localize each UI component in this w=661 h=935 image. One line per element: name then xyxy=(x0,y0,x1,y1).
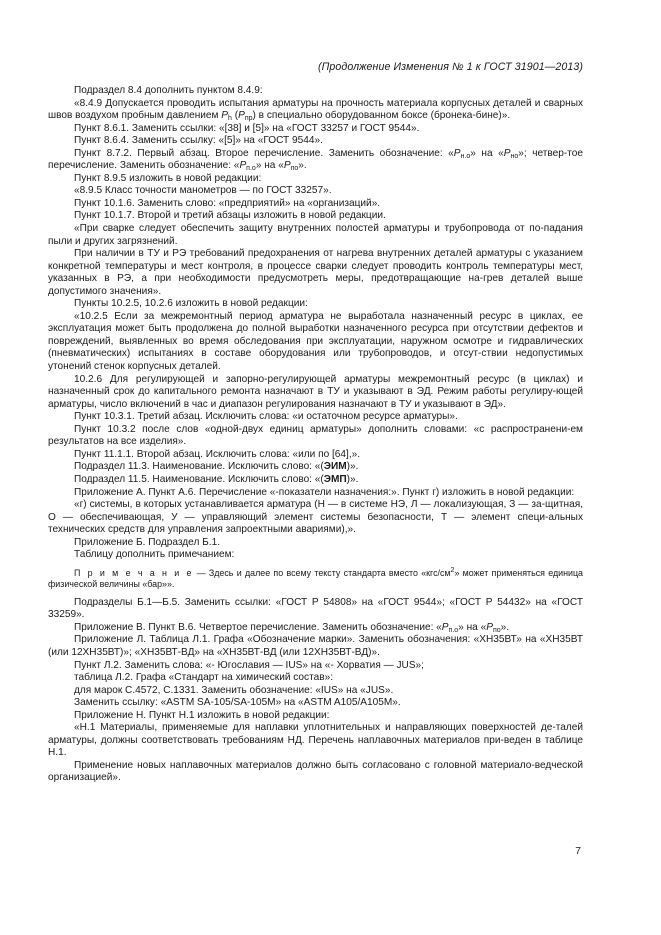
paragraph: Приложение А. Пункт А.6. Перечисление «-показатели назначения:». Пункт г) изложить в новой редакции: xyxy=(74,486,575,498)
paragraph: Подраздел 11.3. Наименование. Исключить слово: «(ЭИМ)». xyxy=(74,461,359,473)
paragraph: Пункт 8.6.4. Заменить ссылку: «[5]» на «ГОСТ 9544». xyxy=(74,135,323,147)
paragraph: Пункт 8.7.2. Первый абзац. Второе перечисление. Заменить обозначение: «$P_{н.о}$» на «$P_{но}$»; четвер-тое перечисление. Заменить обозначение: «$P_{п.о}$» на «$P_{по}$». xyxy=(48,147,583,173)
paragraph: Заменить ссылку: «ASTM SA-105/SA-105M» на «ASTM A105/A105M». xyxy=(74,697,401,709)
paragraph: Пункт Л.2. Заменить слова: «- Югославия — IUS» на «- Хорватия — JUS»; xyxy=(74,659,424,671)
paragraph: для марок С.4572, С.1331. Заменить обозначение: «IUS» на «JUS». xyxy=(74,684,394,696)
paragraph: Подразделы Б.1—Б.5. Заменить ссылки: «ГОСТ Р 54808» на «ГОСТ 9544»; «ГОСТ Р 54432» на «ГОСТ 33259». xyxy=(48,596,583,621)
paragraph: Подраздел 11.5. Наименование. Исключить слово: «(ЭМП)». xyxy=(74,473,359,485)
paragraph: «Н.1 Материалы, применяемые для наплавки уплотнительных и направляющих поверхностей де-талей арматуры, должны соответствовать требованиям НД. Перечень наплавочных материалов при-веден в таблице Н.1. xyxy=(48,722,583,759)
paragraph: Пункт 10.3.2 после слов «одной-двух единиц арматуры» дополнить словами: «с распространени-ем результатов на все изделия». xyxy=(48,423,583,448)
paragraph: Пункты 10.2.5, 10.2.6 изложить в новой редакции: xyxy=(74,298,308,310)
paragraph: Пункт 8.6.1. Заменить ссылки: «[38] и [5]» на «ГОСТ 33257 и ГОСТ 9544». xyxy=(74,122,420,134)
paragraph: Приложение Б. Подраздел Б.1. xyxy=(74,536,221,548)
paragraph: Пункт 11.1.1. Второй абзац. Исключить слова: «или по [64],». xyxy=(74,448,361,460)
paragraph: Пункт 10.1.6. Заменить слово: «предприятий» на «организаций». xyxy=(74,197,381,209)
paragraph: 10.2.6 Для регулирующей и запорно-регулирующей арматуры межремонтный ресурс (в циклах) и назначенный срок до капитального ремонта назначают в ТУ и указывают в ЭД. Режим работы регулиру-ющей арматуры, число включений в час и диапазон регулирования назначают в ТУ и указывают в ЭД». xyxy=(48,373,583,410)
paragraph: Пункт 8.9.5 изложить в новой редакции: xyxy=(74,172,262,184)
page-header: (Продолжение Изменения № 1 к ГОСТ 31901—2013) xyxy=(317,61,583,73)
paragraph: При наличии в ТУ и РЭ требований предохранения от нагрева внутренних деталей арматуры с указанием конкретной температуры и мест контроля, в процессе сварки следует проводить контроль температуры мест, указанных в РЭ, а при необходимости предусмотреть меры, предотвращающие на-грев деталей выше допустимого значения». xyxy=(48,248,583,297)
paragraph: Приложение Н. Пункт Н.1 изложить в новой редакции: xyxy=(74,709,330,721)
paragraph: Таблицу дополнить примечанием: xyxy=(74,549,235,561)
table-note: П р и м е ч а н и е — Здесь и далее по всему тексту стандарта вместо «$кгс/см^2$» может применяться единица физической величины «бар»». xyxy=(48,566,583,590)
paragraph: Применение новых наплавочных материалов должно быть согласовано с головной материало-ведческой организацией». xyxy=(48,759,583,784)
paragraph: Приложение Л. Таблица Л.1. Графа «Обозначение марки». Заменить обозначения: «ХН35ВТ» на «ХН35ВТ (или 12ХН35ВТ)»; «ХН35ВТ-ВД» на «ХН35ВТ-ВД (или 12ХН35ВТ-ВД)». xyxy=(48,634,583,658)
paragraph: «При сварке следует обеспечить защиту внутренних полостей арматуры и трубопровода от по-падания пыли и других загрязнений. xyxy=(48,223,583,247)
page-number: 7 xyxy=(575,846,581,857)
paragraph: «8.4.9 Допускается проводить испытания арматуры на прочность материала корпусных деталей и сварных швов воздухом пробным давлением $P_h$ $(P_{пр})$ в специально оборудованном боксе (бронека-бине)». xyxy=(48,97,583,123)
paragraph: «г) системы, в которых устанавливается арматура (Н — в системе НЭ, Л — локализующая, З — за-щитная, О — обеспечивающая, У — управляющий элемент системы безопасности, Т — элемент специ-альных технических средств для управления запроектными авариями),». xyxy=(48,499,583,536)
paragraph: Подраздел 8.4 дополнить пунктом 8.4.9: xyxy=(74,85,263,96)
paragraph: Пункт 10.3.1. Третий абзац. Исключить слова: «и остаточном ресурсе арматуры». xyxy=(74,411,458,423)
paragraph: «10.2.5 Если за межремонтный период арматура не выработала назначенный ресурс в циклах, ее эксплуатация может быть продолжена до полной выработки назначенного ресурса при отсутствии дефектов и повреждений, выявленных во время обследования при эксплуатации, наружном осмотре и гидравлических (пневматических) испытаниях в составе оборудования или трубопроводов, и отсут-ствии недопустимых утонений стенок корпусных деталей. xyxy=(48,310,583,373)
paragraph: Приложение В. Пункт В.6. Четвертое перечисление. Заменить обозначение: «$P_{п.о}$» на «$P_{по}$». xyxy=(74,621,510,634)
paragraph: «8.9.5 Класс точности манометров — по ГОСТ 33257». xyxy=(74,185,332,197)
paragraph: Пункт 10.1.7. Второй и третий абзацы изложить в новой редакции. xyxy=(74,210,386,222)
paragraph: таблица Л.2. Графа «Стандарт на химический состав»: xyxy=(74,672,333,684)
document-body xyxy=(48,85,583,785)
